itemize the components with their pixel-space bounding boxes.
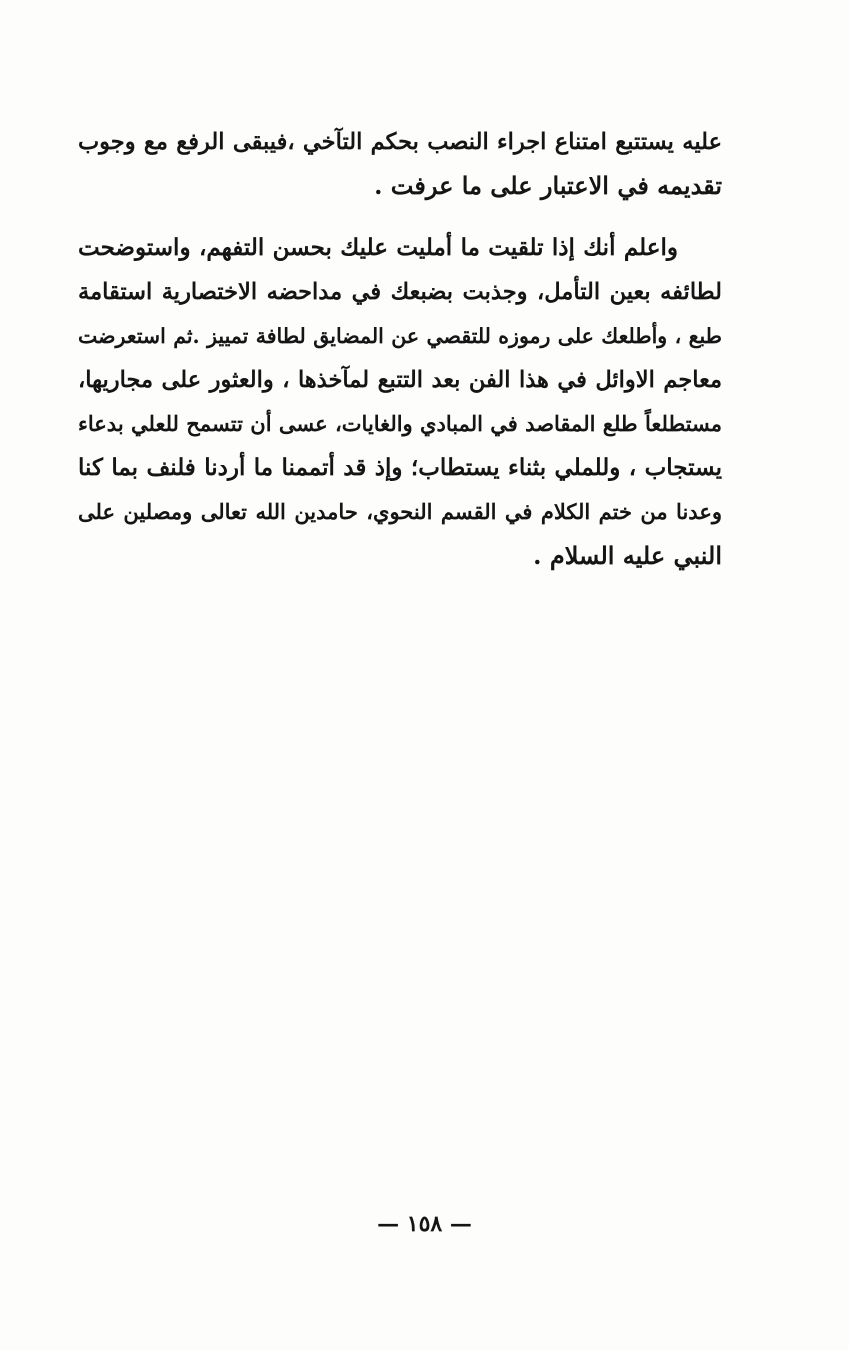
- text-line: مستطلعاً طلع المقاصد في المبادي والغايات، عسى أن تتسمح للعلي بدعاء: [78, 411, 722, 436]
- text-line: وعدنا من ختم الكلام في القسم النحوي، حامدين الله تعالى ومصلين على: [78, 499, 722, 524]
- text-line: تقديمه في الاعتبار على ما عرفت .: [374, 171, 722, 200]
- text-line: واعلم أنك إذا تلقيت ما أمليت عليك بحسن التفهم، واستوضحت: [78, 234, 678, 261]
- text-line: لطائفه بعين التأمل، وجذبت بضبعك في مداحضه الاختصارية استقامة: [78, 279, 722, 305]
- text-line: طبع ، وأطلعك على رموزه للتقصي عن المضايق لطافة تمييز .ثم استعرضت: [78, 324, 722, 348]
- text-line: معاجم الاوائل في هذا الفن بعد التتبع لمآخذها ، والعثور على مجاريها،: [78, 367, 722, 393]
- text-line: عليه يستتبع امتناع اجراء النصب بحكم التآخي ،فيبقى الرفع مع وجوب: [78, 129, 722, 155]
- paragraph-2: [78, 226, 722, 578]
- paragraph-1: [78, 120, 722, 208]
- text-line: يستجاب ، وللملي بثناء يستطاب؛ وإذ قد أتممنا ما أردنا فلنف بما كنا: [78, 454, 722, 481]
- text-line: النبي عليه السلام .: [533, 541, 722, 570]
- page-number: — ١٥٨ —: [377, 1211, 472, 1237]
